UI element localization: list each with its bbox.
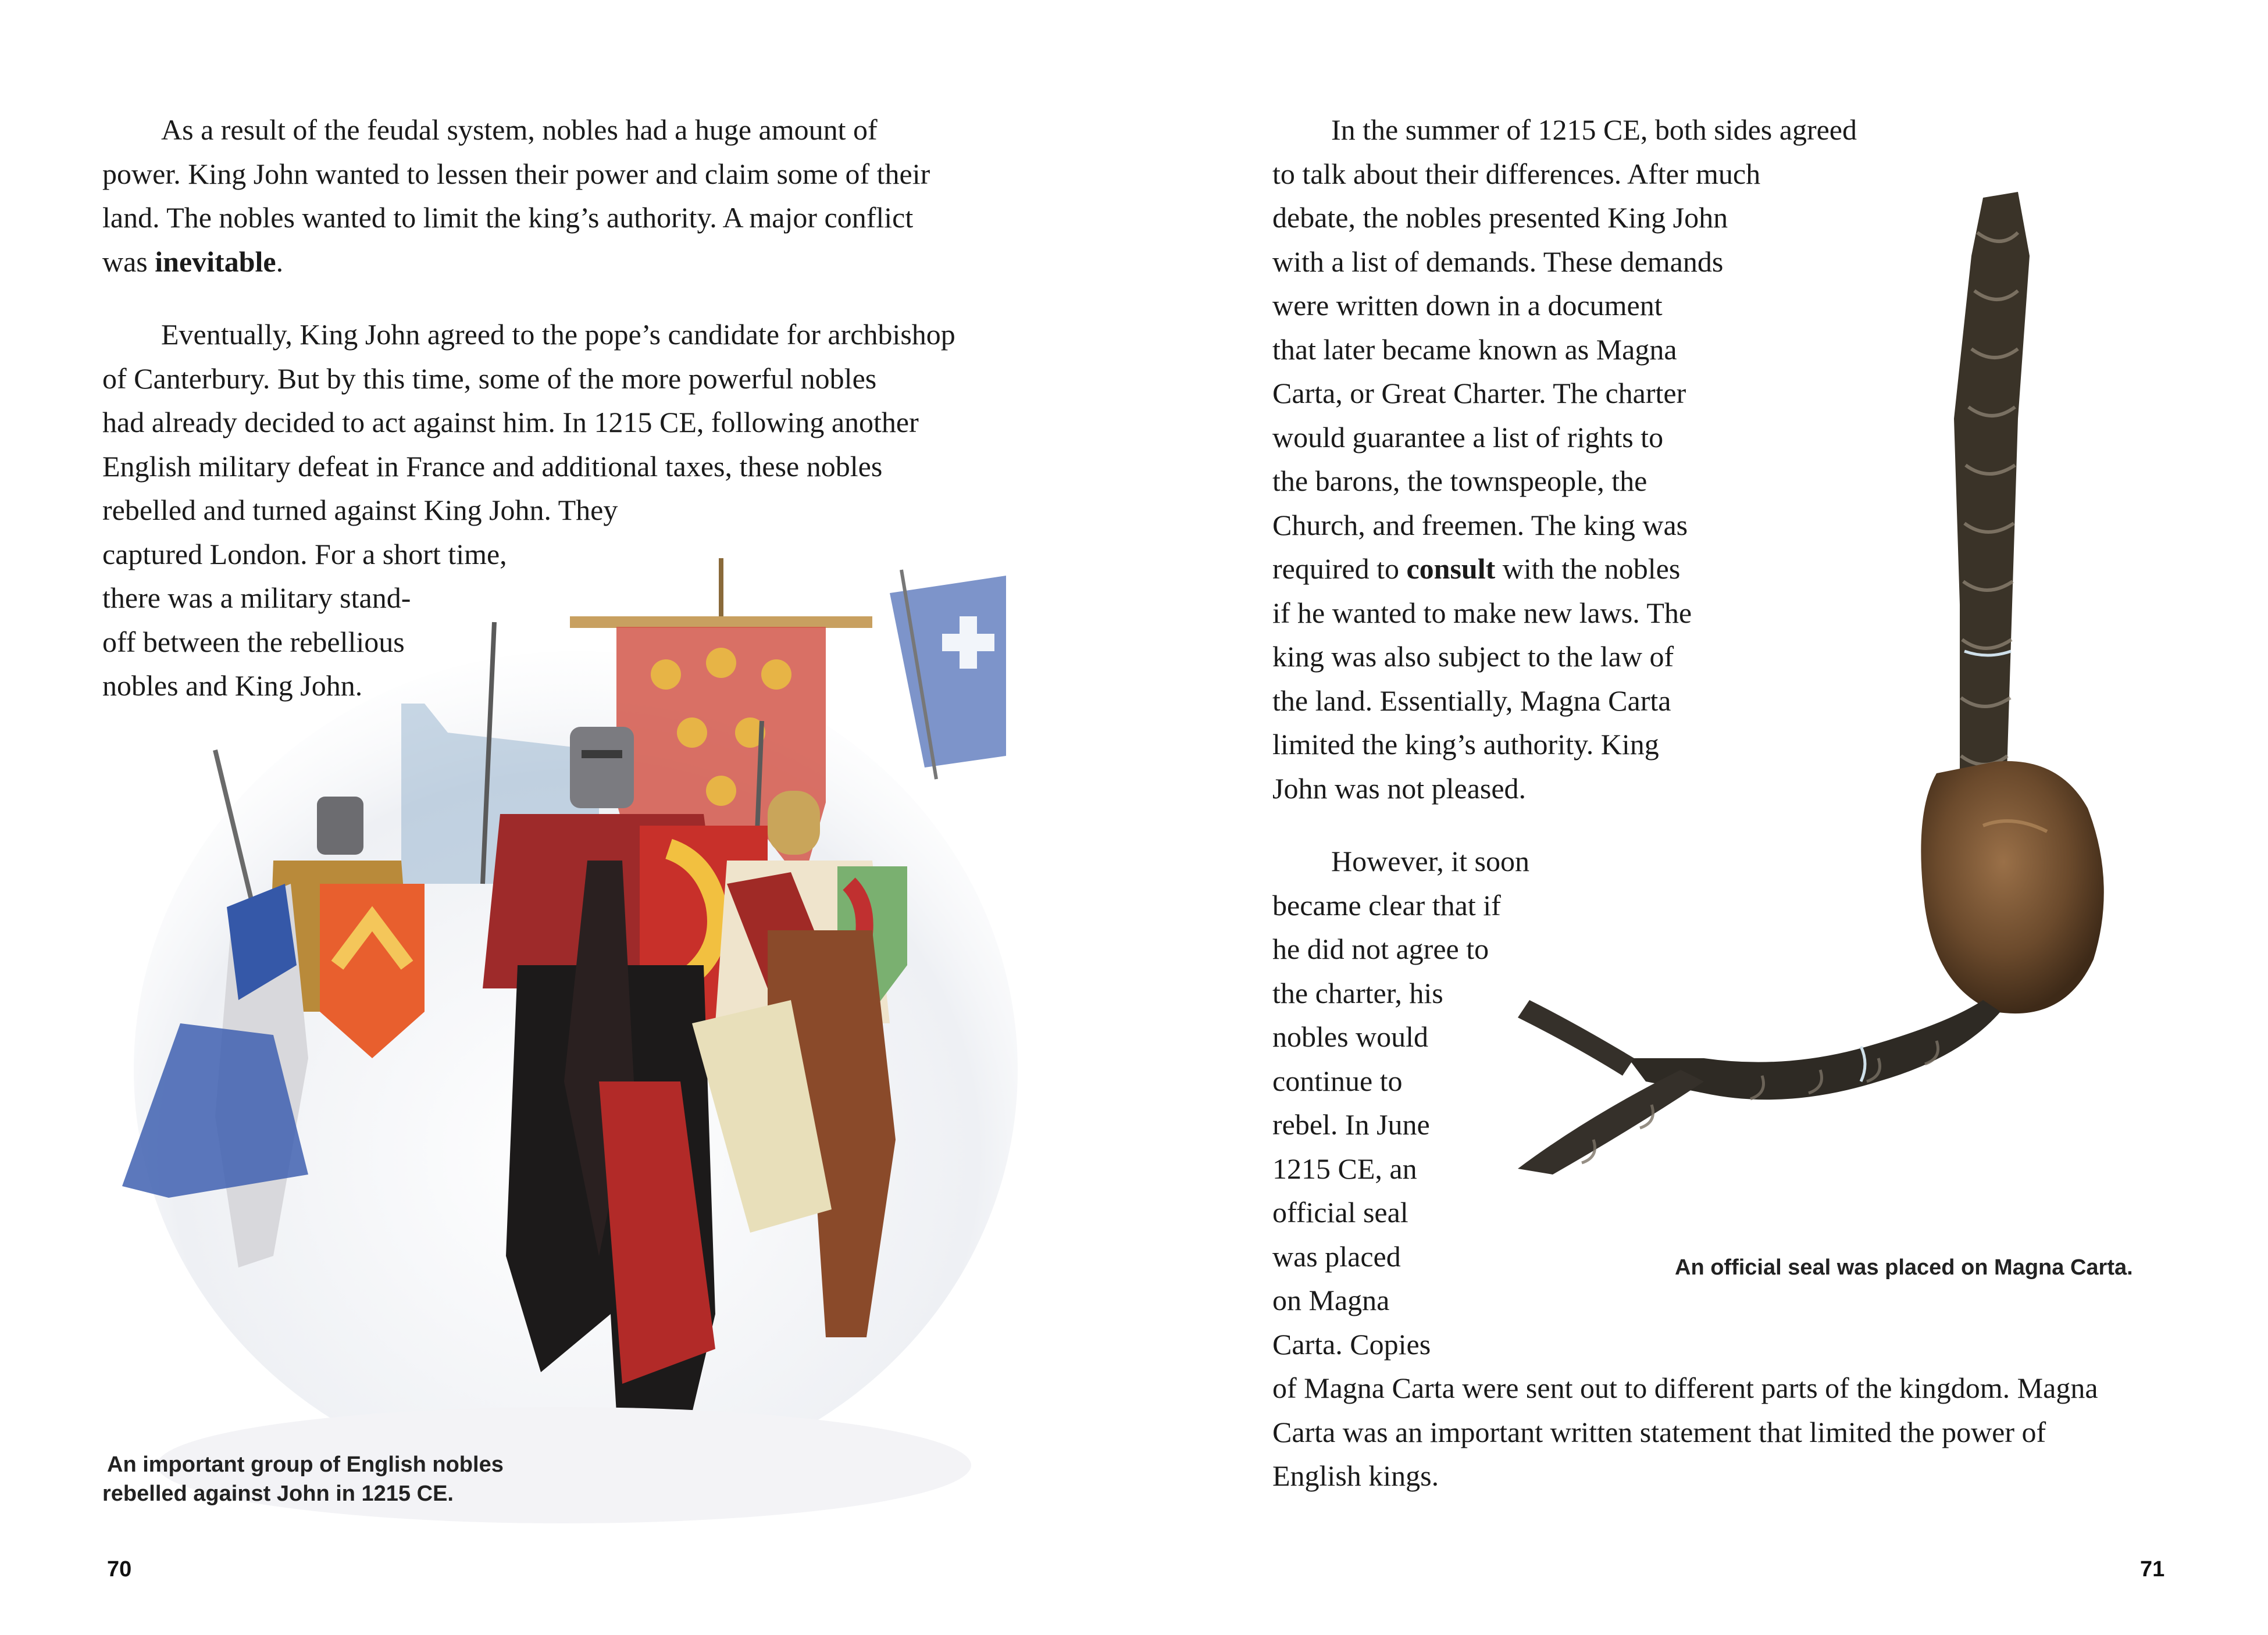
text-line: land. The nobles wanted to limit the king’s authority. A major conflict [102, 201, 914, 234]
text-line: were written down in a document [1272, 289, 1663, 322]
text-run: required to [1272, 552, 1407, 585]
text-line: As a result of the feudal system, nobles had a huge amount of [161, 113, 878, 146]
text-line: 1215 CE, an [1272, 1152, 1417, 1185]
text-line: power. King John wanted to lessen their power and claim some of their [102, 157, 930, 190]
text-line: king was also subject to the law of [1272, 640, 1674, 673]
left-paragraph-1 [102, 108, 930, 284]
text-line: to talk about their differences. After much [1272, 157, 1761, 190]
text-line: English military defeat in France and additional taxes, these nobles [102, 449, 883, 483]
text-line: official seal [1272, 1196, 1408, 1229]
text-line: rebelled and turned against King John. They [102, 494, 618, 526]
seal-photo [1460, 186, 2158, 1221]
text-line: if he wanted to make new laws. The [1272, 596, 1692, 629]
text-line: Eventually, King John agreed to the pope’s candidate for archbishop [161, 318, 955, 351]
page-number-right: 71 [2140, 1557, 2165, 1582]
text-line: the charter, his [1272, 976, 1443, 1009]
text-line: became clear that if [1272, 888, 1501, 922]
text-line: the barons, the townspeople, the [1272, 465, 1647, 497]
text-line [102, 240, 930, 284]
knights-illustration [99, 558, 1018, 1535]
text-line: English kings. [1272, 1459, 1439, 1492]
illustration-caption [107, 1450, 504, 1479]
right-page [1134, 0, 2268, 1635]
text-line: nobles would [1272, 1020, 1429, 1053]
text-line: was placed [1272, 1240, 1401, 1273]
text-line: he did not agree to [1272, 933, 1489, 965]
text-run: . [276, 245, 284, 278]
caption-line: rebelled against John in 1215 CE. [102, 1482, 454, 1506]
text-line: Carta was an important written statement that limited the power of [1272, 1415, 2046, 1448]
text-line: John was not pleased. [1272, 772, 1527, 805]
vocab-term-inevitable: inevitable [155, 245, 276, 278]
page-number-left: 70 [107, 1557, 132, 1582]
text-line: Carta, or Great Charter. The charter [1272, 377, 1686, 409]
text-line: debate, the nobles presented King John [1272, 201, 1728, 234]
seal-caption: An official seal was placed on Magna Carta. [1675, 1255, 2133, 1280]
text-line: In the summer of 1215 CE, both sides agreed [1331, 113, 1857, 146]
text-line: Church, and freemen. The king was [1272, 508, 1688, 541]
text-line: rebel. In June [1272, 1108, 1430, 1141]
text-line: However, it soon [1331, 845, 1529, 877]
text-run: with the nobles [1495, 552, 1681, 585]
text-line: captured London. For a short time, [102, 537, 507, 570]
text-line: with a list of demands. These demands [1272, 245, 1724, 278]
text-line: would guarantee a list of rights to [1272, 420, 1664, 454]
text-line: there was a military stand- [102, 581, 411, 614]
text-line: the land. Essentially, Magna Carta [1272, 684, 1671, 717]
text-line: nobles and King John. [102, 669, 363, 702]
text-line: that later became known as Magna [1272, 333, 1677, 366]
illustration-caption-line-2 [102, 1479, 454, 1508]
text-line: of Canterbury. But by this time, some of the more powerful nobles [102, 362, 877, 395]
vocab-term-consult: consult [1406, 552, 1496, 585]
caption-line: An important group of English nobles [107, 1452, 504, 1477]
text-line: on Magna [1272, 1284, 1390, 1316]
text-line: Carta. Copies [1272, 1327, 1431, 1361]
text-line: limited the king’s authority. King [1272, 728, 1659, 761]
text-run: was [102, 245, 155, 278]
text-line: had already decided to act against him. In 1215 CE, following another [102, 406, 919, 438]
text-line: continue to [1272, 1064, 1403, 1097]
text-line: off between the rebellious [102, 625, 405, 658]
text-line: of Magna Carta were sent out to different parts of the kingdom. Magna [1272, 1372, 2098, 1404]
